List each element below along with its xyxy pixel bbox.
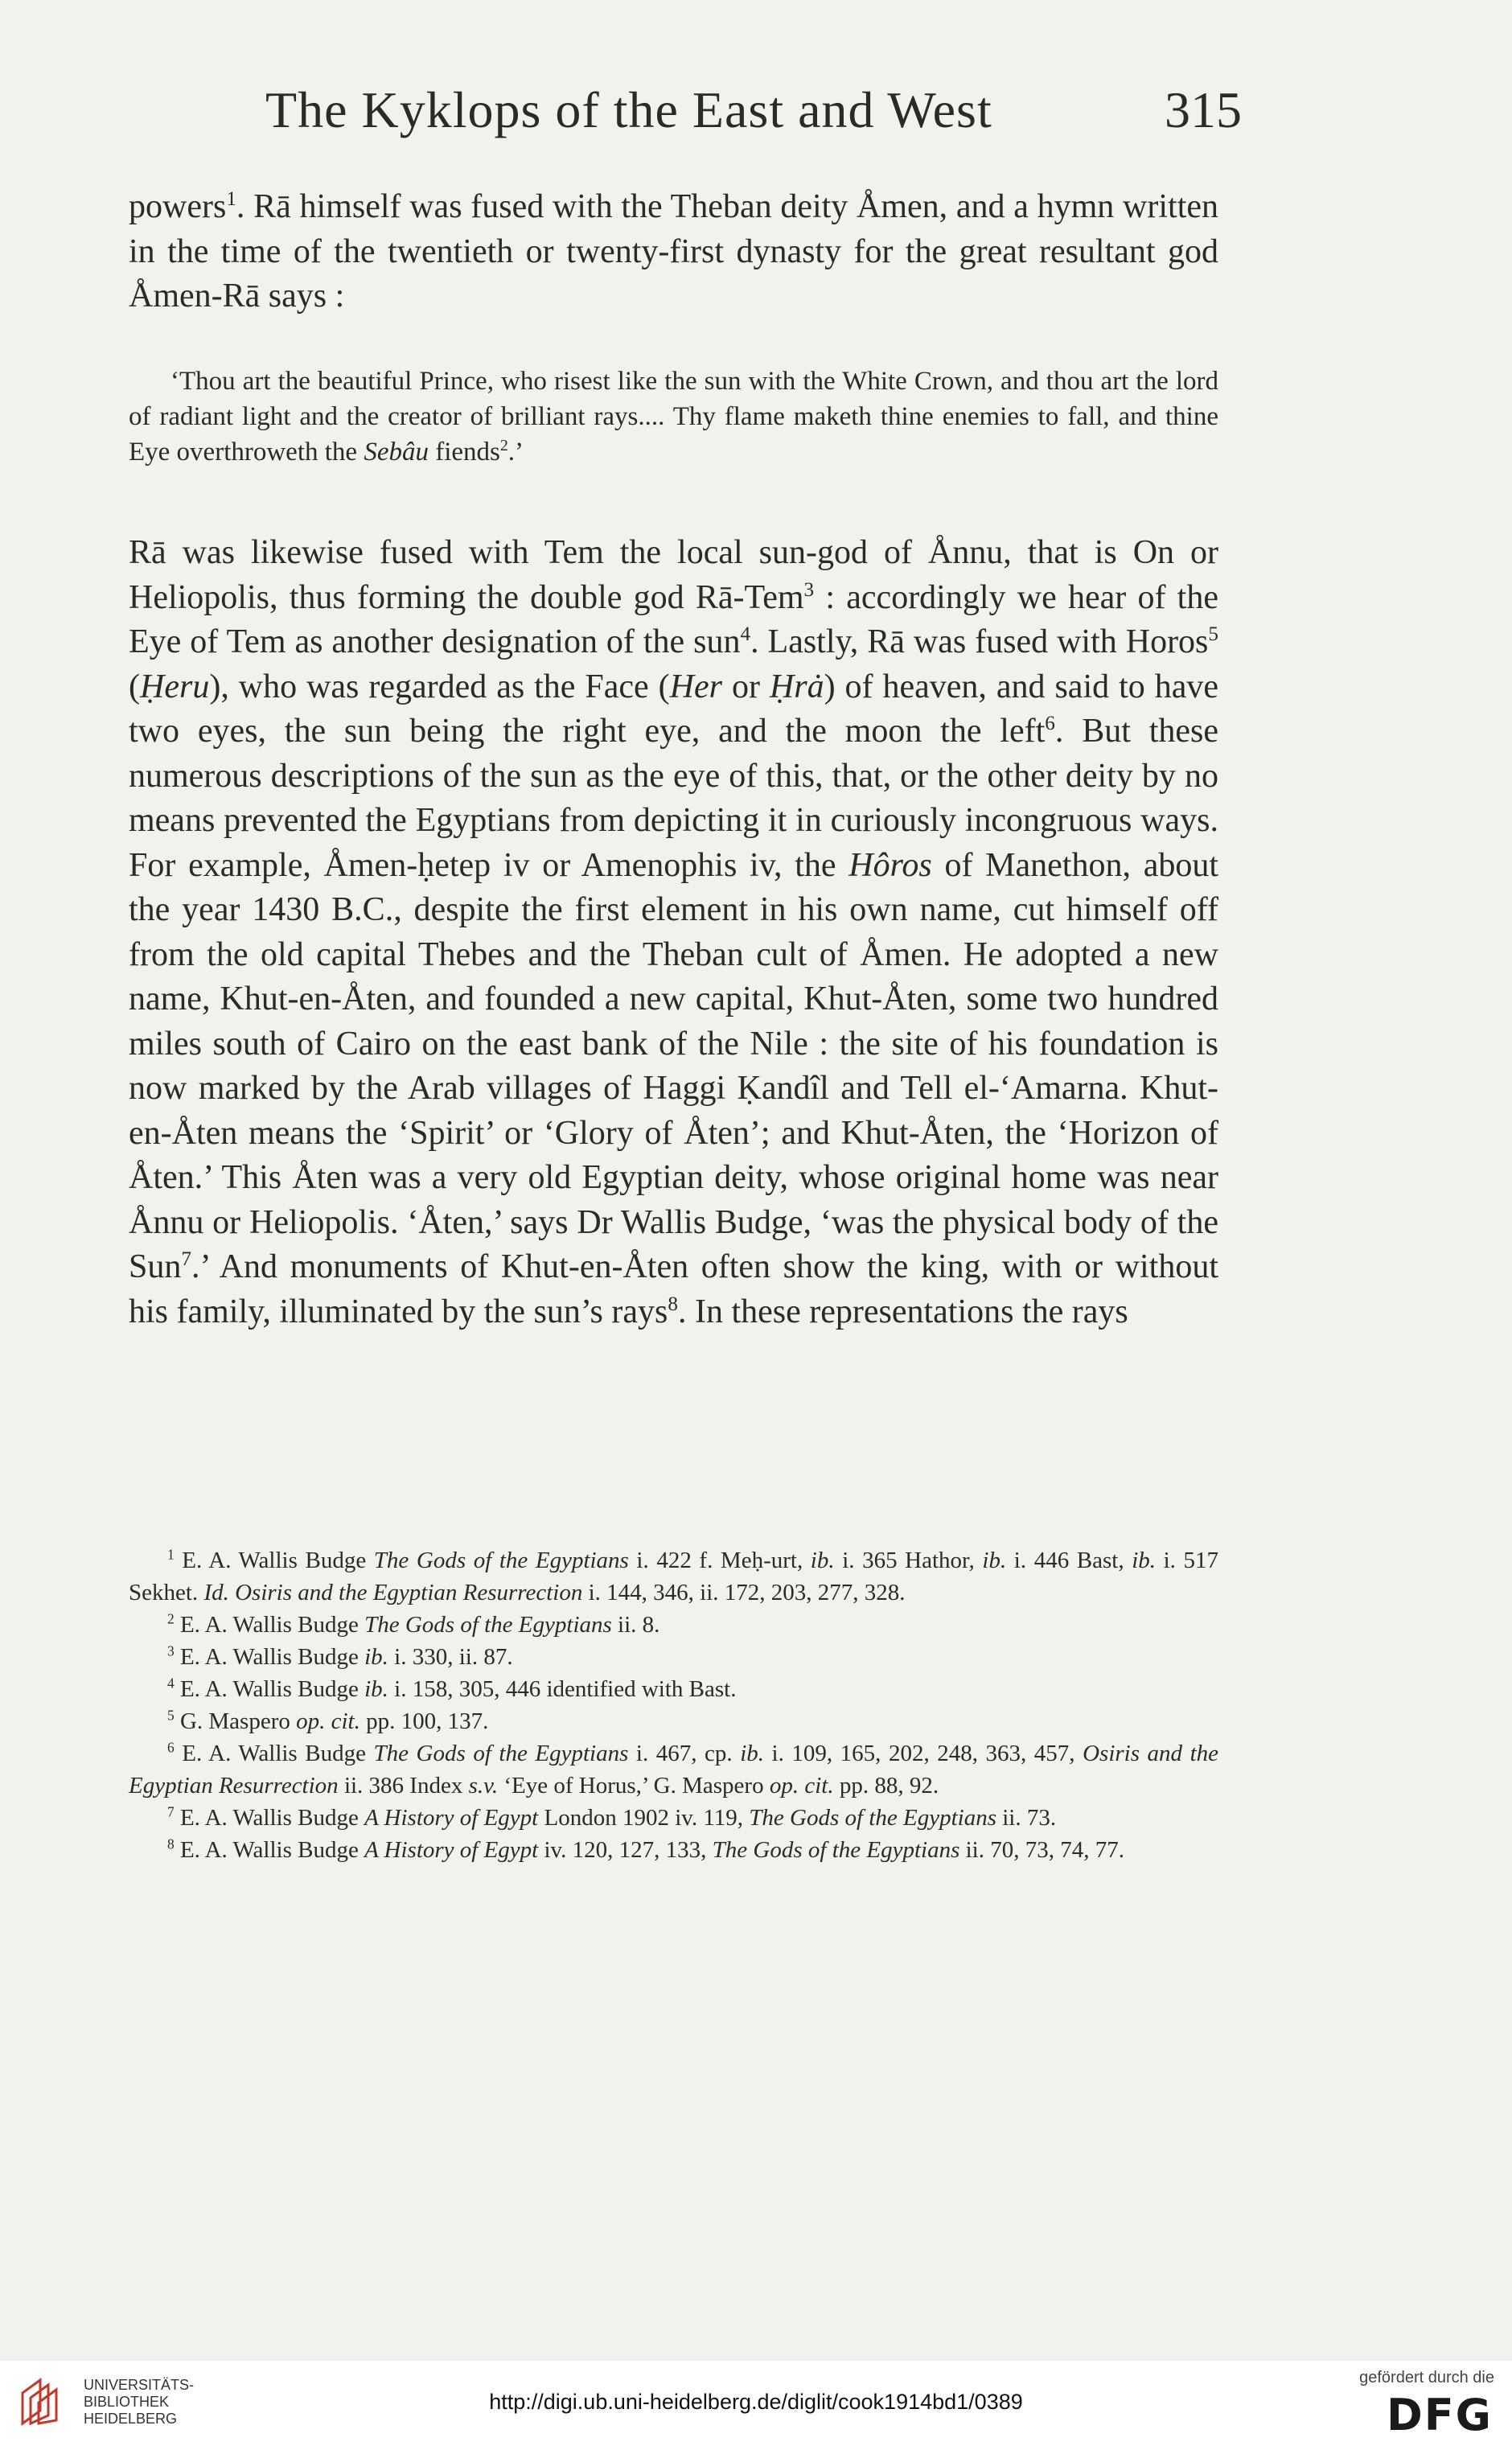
italic-run: s.v. <box>468 1773 499 1799</box>
text-run: . In these representations the rays <box>677 1293 1128 1330</box>
text-run: G. Maspero <box>174 1708 297 1734</box>
text-run: .’ And monuments of Khut-en-Åten often show the king, with or without his family, illuminated by the sun’s rays <box>129 1248 1218 1330</box>
dfg-logo-icon[interactable]: DFG <box>1386 2390 1493 2440</box>
footnote-number: 5 <box>167 1707 175 1724</box>
footnote-4 <box>129 1673 1218 1705</box>
text-run: Rā was likewise fused with Tem the local sun-god of Ånnu, that is On or Heliopolis, thus forming the double god Rā-Tem <box>129 534 1218 616</box>
italic-run: Osiris and the Egyptian Resurrection <box>129 1741 1219 1799</box>
italic-run: ib. <box>982 1548 1007 1573</box>
footnote-ref[interactable]: 4 <box>740 623 751 645</box>
text-run: ), who was regarded as the Face ( <box>209 668 670 705</box>
footnote-ref[interactable]: 8 <box>668 1293 678 1315</box>
footnote-2 <box>129 1609 1218 1641</box>
text-run: i. 467, cp. <box>628 1741 741 1766</box>
text-run: E. A. Wallis Budge <box>174 1612 365 1638</box>
footnote-number: 1 <box>167 1546 175 1563</box>
italic-run: op. cit. <box>769 1773 834 1799</box>
italic-run: Hôros <box>848 846 932 884</box>
italic-run: Ḥeru <box>140 668 210 705</box>
footnote-1 <box>129 1544 1218 1609</box>
footnote-ref[interactable]: 7 <box>181 1248 191 1270</box>
italic-run: The Gods of the Egyptians <box>749 1805 996 1831</box>
digitization-footer <box>0 2361 1512 2446</box>
text-run: i. 517 Sekhet. <box>129 1548 1219 1605</box>
italic-run: ib. <box>364 1676 388 1702</box>
text-run: ‘Eye of Horus,’ G. Maspero <box>498 1773 770 1799</box>
footnote-ref[interactable]: 5 <box>1208 623 1218 645</box>
text-run: fiends <box>428 438 500 467</box>
footnote-number: 7 <box>167 1803 175 1820</box>
page-number: 315 <box>1165 81 1242 138</box>
text-run: ii. 73. <box>996 1805 1057 1831</box>
running-title: The Kyklops of the East and West <box>265 81 992 138</box>
footnotes <box>129 1544 1218 1866</box>
footnote-7 <box>129 1802 1218 1834</box>
footnote-ref[interactable]: 2 <box>499 437 508 454</box>
text-run: i. 330, ii. 87. <box>388 1644 513 1670</box>
footnote-8 <box>129 1834 1218 1866</box>
italic-run: The Gods of the Egyptians <box>373 1741 629 1766</box>
text-run: i. 365 Hathor, <box>834 1548 983 1573</box>
footnote-ref[interactable]: 1 <box>226 188 236 210</box>
italic-run: Ḥrȧ <box>769 668 824 705</box>
footnote-ref[interactable]: 3 <box>803 578 815 601</box>
italic-run: The Gods of the Egyptians <box>712 1837 960 1863</box>
italic-run: A History of Egypt <box>364 1837 539 1863</box>
footnote-number: 4 <box>167 1675 175 1692</box>
italic-run: A History of Egypt <box>364 1805 539 1831</box>
text-run: or <box>721 668 770 705</box>
footnote-number: 3 <box>167 1642 175 1659</box>
footnote-5 <box>129 1705 1218 1737</box>
text-run: E. A. Wallis Budge <box>174 1837 365 1863</box>
library-name-line: UNIVERSITÄTS- <box>84 2377 195 2393</box>
text-run: : accordingly we hear of the Eye of Tem as another designation of the sun <box>129 578 1218 660</box>
text-run: E. A. Wallis Budge <box>174 1644 365 1670</box>
footnote-number: 2 <box>167 1610 175 1627</box>
footnote-number: 6 <box>167 1739 175 1756</box>
text-run: i. 446 Bast, <box>1006 1548 1132 1573</box>
paragraph-1 <box>129 185 1218 319</box>
paragraph-2 <box>129 531 1218 1334</box>
footnote-6 <box>129 1737 1218 1802</box>
text-run: ‘Thou art the beautiful Prince, who risest like the sun with the White Crown, and thou art the lord of radiant light and the creator of brilliant rays.... Thy flame maketh thine enemies to fall, and thine Eye overthroweth the <box>129 367 1218 467</box>
italic-run: ib. <box>364 1644 388 1670</box>
running-head <box>113 80 1242 153</box>
text-run: of Manethon, about the year 1430 B.C., despite the first element in his own name, cut himself off from the old capital Thebes and the Theban cult of Åmen. He adopted a new name, Khut-en-Åten, and founded a new capital, Khut-Åten, some two hundred miles south of Cairo on the east bank of the Nile : the site of his foundation is now marked by the Arab villages of Haggi Ḳandîl and Tell el-‘Amarna. Khut-en-Åten means the ‘Spirit’ or ‘Glory of Åten’; and Khut-Åten, the ‘Horizon of Åten.’ This Åten was a very old Egyptian deity, whose original home was near Ånnu or Heliopolis. ‘Åten,’ says Dr Wallis Budge, ‘was the physical body of the Sun <box>129 846 1219 1285</box>
hymn-quotation <box>129 364 1218 470</box>
text-run: . But these numerous descriptions of the sun as the eye of this, that, or the other deity by no means prevented the Egyptians from depicting it in curiously incongruous ways. For example, Åmen-ḥetep iv or Amenophis iv, the <box>129 713 1218 884</box>
italic-run: Sebâu <box>364 438 429 467</box>
italic-run: Id. Osiris and the Egyptian Resurrection <box>203 1580 583 1605</box>
footnote-3 <box>129 1641 1218 1673</box>
text-run: . Lastly, Rā was fused with Horos <box>750 623 1209 660</box>
text-run: London 1902 iv. 119, <box>538 1805 750 1831</box>
footnote-number: 8 <box>167 1836 175 1852</box>
text-run: pp. 100, 137. <box>360 1708 489 1734</box>
text-run: i. 422 f. Meḥ-urt, <box>628 1548 811 1573</box>
text-run: . Rā himself was fused with the Theban deity Åmen, and a hymn written in the time of the twentieth or twenty-first dynasty for the great resultant god Åmen-Rā says : <box>129 188 1218 314</box>
library-name-line: BIBLIOTHEK <box>84 2394 170 2410</box>
italic-run: The Gods of the Egyptians <box>373 1548 629 1573</box>
text-run: ) of heaven, and said to have two eyes, the sun being the right eye, and the moon the left <box>129 668 1218 750</box>
sponsor-label: gefördert durch die <box>1359 2369 1494 2386</box>
footnote-ref[interactable]: 6 <box>1045 713 1055 734</box>
italic-run: ib. <box>1132 1548 1157 1573</box>
text-run: iv. 120, 127, 133, <box>538 1837 713 1863</box>
library-name-line: HEIDELBERG <box>84 2411 178 2427</box>
italic-run: The Gods of the Egyptians <box>364 1612 612 1638</box>
text-run: pp. 88, 92. <box>833 1773 939 1799</box>
text-run: i. 109, 165, 202, 248, 363, 457, <box>764 1741 1083 1766</box>
text-run: E. A. Wallis Budge <box>174 1548 374 1573</box>
italic-run: ib. <box>810 1548 835 1573</box>
italic-run: ib. <box>740 1741 764 1766</box>
text-run: .’ <box>507 438 524 467</box>
italic-run: Her <box>669 668 722 705</box>
text-run: E. A. Wallis Budge <box>174 1741 374 1766</box>
text-run: i. 144, 346, ii. 172, 203, 277, 328. <box>582 1580 906 1605</box>
permalink-url[interactable]: http://digi.ub.uni-heidelberg.de/diglit/cook1914bd1/0389 <box>489 2390 1023 2414</box>
text-run: E. A. Wallis Budge <box>174 1676 365 1702</box>
text-run: E. A. Wallis Budge <box>174 1805 365 1831</box>
text-run: ( <box>129 668 140 705</box>
text-run: i. 158, 305, 446 identified with Bast. <box>388 1676 737 1702</box>
italic-run: op. cit. <box>296 1708 360 1734</box>
text-run: ii. 386 Index <box>338 1773 469 1799</box>
text-run: powers <box>129 188 227 225</box>
text-run: ii. 8. <box>611 1612 660 1638</box>
text-run: ii. 70, 73, 74, 77. <box>959 1837 1124 1863</box>
